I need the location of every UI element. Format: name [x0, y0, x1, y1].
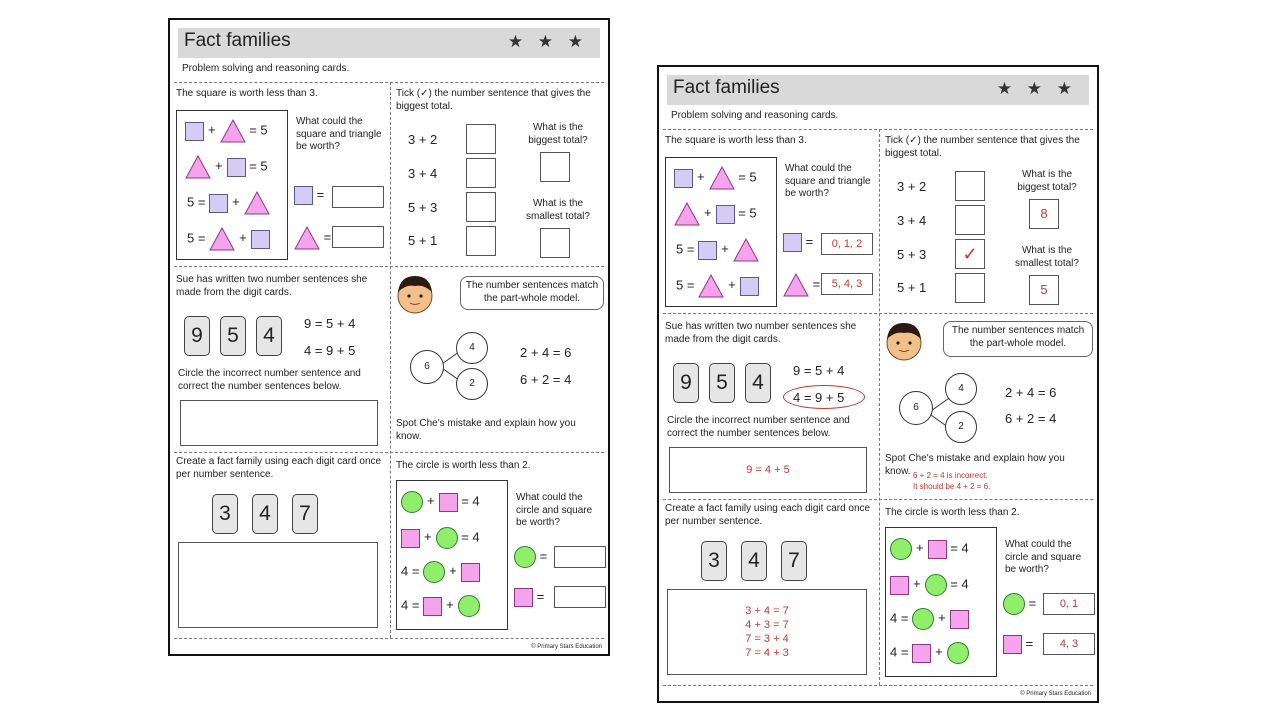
q2-smallest-question: What is the smallest total?	[526, 198, 590, 222]
square-icon	[950, 610, 969, 629]
part-circle: 4	[456, 332, 488, 364]
fact-sentence: 7 = 4 + 3	[745, 647, 789, 659]
answer-fact-family[interactable]	[667, 589, 867, 675]
q1-question: What could the square and triangle be worth?	[296, 116, 382, 152]
fact-sentence: 7 = 3 + 4	[745, 633, 789, 645]
triangle-icon	[733, 238, 759, 262]
header-bar	[667, 75, 1089, 105]
digit-card: 7	[292, 494, 318, 534]
fact-sentence: 3 + 4 = 7	[745, 605, 789, 617]
circle-icon	[423, 561, 445, 583]
subtitle: Problem solving and reasoning cards.	[182, 63, 350, 74]
tick-box[interactable]	[466, 226, 496, 256]
tick-box[interactable]	[466, 124, 496, 154]
answer-line-2: It should be 4 + 2 = 6.	[913, 482, 991, 491]
answer-biggest[interactable]: 8	[1029, 199, 1059, 229]
subtitle: Problem solving and reasoning cards.	[671, 110, 839, 121]
boy-face-icon	[883, 319, 925, 363]
answer-box[interactable]	[332, 186, 384, 208]
square-icon	[209, 194, 228, 213]
q1-prompt: The square is worth less than 3.	[665, 135, 807, 146]
tick-box[interactable]	[955, 273, 985, 303]
square-icon	[294, 186, 313, 205]
page-title: Fact families	[184, 30, 291, 51]
square-icon	[716, 205, 735, 224]
shape-equations-box: + = 5 + = 5 5 = + 5 = +	[176, 110, 288, 260]
sentence-2: 6 + 2 = 4	[1005, 411, 1057, 426]
circle-icon	[401, 491, 423, 513]
tick-box[interactable]	[955, 205, 985, 235]
q2-row: 5 + 3	[897, 247, 927, 262]
tick-box[interactable]	[466, 192, 496, 222]
tick-box[interactable]	[955, 171, 985, 201]
answer-circle[interactable]: 0, 1	[1043, 593, 1095, 615]
sentence-1: 9 = 5 + 4	[793, 363, 845, 378]
q3-prompt: Sue has written two number sentences she made from the digit cards.	[665, 321, 857, 345]
square-icon	[514, 588, 533, 607]
digit-card: 9	[673, 363, 699, 403]
q2-row: 3 + 4	[897, 213, 927, 228]
square-icon	[401, 529, 420, 548]
q2-row: 3 + 2	[408, 132, 438, 147]
q2-row: 3 + 4	[408, 166, 438, 181]
copyright-footer: © Primary Stars Education	[1020, 691, 1091, 697]
digit-card: 3	[212, 494, 238, 534]
triangle-icon	[674, 202, 700, 226]
answer-box[interactable]	[554, 586, 606, 608]
square-icon	[1003, 635, 1022, 654]
q3-instruction: Circle the incorrect number sentence and correct the number sentences below.	[667, 415, 850, 439]
answer-box[interactable]	[332, 226, 384, 248]
q2-row: 5 + 1	[897, 280, 927, 295]
answer-triangle[interactable]: 5, 4, 3	[821, 273, 873, 295]
q6-prompt: The circle is worth less than 2.	[396, 460, 531, 471]
q6-prompt: The circle is worth less than 2.	[885, 507, 1020, 518]
square-icon	[185, 122, 204, 141]
answer-square[interactable]: 4, 3	[1043, 633, 1095, 655]
worksheet-questions: Fact families ★ ★ ★ Problem solving and reasoning cards. The square is worth less than 3. + = 5 + = 5 5 = + 5 = + What could the square and triangle be worth? = = Tick (✓) the number sentence that gives the biggest total. 3 + 2 3 + 4 5 + 3 5 + 1 What is the biggest total? What is the smallest total? Sue has written two number sentences she made from the digit cards. 9 5 4 9 = 5 + 4 4 = 9 + 5 Circle the incorrect number sentence and correct the number sentences below. The number sentences match the part-whole model. 6 4 2 2 + 4 = 6 6 + 2 = 4 Spot Che's mistake and explain how you know. Create a fact family using each digit card once per number sentence. 3 4 7 The circle is worth less than 2. + = 4 + = 4 4 = + 4 = + What could the circle and square be worth? = = © Primary Stars Education	[168, 18, 610, 656]
sentence-1: 2 + 4 = 6	[520, 345, 572, 360]
page-title: Fact families	[673, 77, 780, 98]
part-circle: 2	[456, 368, 488, 400]
shape-equations-box: + = 4 + = 4 4 = + 4 = +	[885, 527, 997, 677]
sentence-2: 6 + 2 = 4	[520, 372, 572, 387]
triangle-icon	[294, 226, 320, 250]
q5-prompt: Create a fact family using each digit card once per number sentence.	[665, 503, 871, 527]
header-bar	[178, 28, 600, 58]
circle-icon	[925, 574, 947, 596]
circle-icon	[436, 527, 458, 549]
q3-prompt: Sue has written two number sentences she made from the digit cards.	[176, 274, 368, 298]
answer-box[interactable]	[554, 546, 606, 568]
square-icon	[698, 241, 717, 260]
square-icon	[439, 493, 458, 512]
triangle-icon	[209, 227, 235, 251]
circle-icon	[912, 608, 934, 630]
answer-box[interactable]	[540, 228, 570, 258]
q3-instruction: Circle the incorrect number sentence and correct the number sentences below.	[178, 368, 361, 392]
q6-question: What could the circle and square be worth?	[516, 492, 593, 528]
q2-biggest-question: What is the biggest total?	[1017, 169, 1077, 193]
difficulty-stars: ★ ★ ★	[996, 79, 1077, 98]
speech-bubble: The number sentences match the part-whole model.	[460, 276, 604, 310]
triangle-icon	[698, 274, 724, 298]
part-circle: 2	[945, 411, 977, 443]
digit-card: 4	[745, 363, 771, 403]
answer-box[interactable]	[540, 152, 570, 182]
digit-card: 5	[220, 316, 246, 356]
triangle-icon	[783, 273, 809, 297]
square-icon	[928, 540, 947, 559]
whole-circle: 6	[899, 391, 933, 425]
answer-correction[interactable]: 9 = 4 + 5	[669, 447, 867, 493]
answer-box[interactable]	[178, 542, 378, 628]
q2-row: 5 + 3	[408, 200, 438, 215]
sentence-1: 9 = 5 + 4	[304, 316, 356, 331]
square-icon	[461, 563, 480, 582]
circle-icon	[458, 595, 480, 617]
square-icon	[890, 576, 909, 595]
tick-box-checked[interactable]: ✓	[955, 239, 985, 269]
circle-icon	[1003, 593, 1025, 615]
speech-bubble: The number sentences match the part-whole model.	[943, 321, 1093, 357]
whole-circle: 6	[410, 350, 444, 384]
triangle-icon	[185, 155, 211, 179]
triangle-icon	[244, 191, 270, 215]
shape-equations-box: + = 5 + = 5 5 = + 5 = +	[665, 157, 777, 307]
q2-row: 5 + 1	[408, 233, 438, 248]
q1-prompt: The square is worth less than 3.	[176, 88, 318, 99]
circle-icon	[890, 538, 912, 560]
q1-question: What could the square and triangle be worth?	[785, 163, 871, 199]
square-icon	[251, 230, 270, 249]
digit-card: 4	[256, 316, 282, 356]
square-icon	[674, 169, 693, 188]
q2-smallest-question: What is the smallest total?	[1015, 245, 1079, 269]
answer-square[interactable]: 0, 1, 2	[821, 233, 873, 255]
square-icon	[423, 597, 442, 616]
digit-card: 3	[701, 541, 727, 581]
q6-question: What could the circle and square be worth?	[1005, 539, 1082, 575]
circle-icon	[514, 546, 536, 568]
sentence-2: 4 = 9 + 5	[793, 390, 845, 405]
answer-box[interactable]	[180, 400, 378, 446]
boy-face-icon	[394, 272, 436, 316]
sentence-1: 2 + 4 = 6	[1005, 385, 1057, 400]
digit-card: 4	[252, 494, 278, 534]
copyright-footer: © Primary Stars Education	[531, 644, 602, 650]
answer-line-1: 6 + 2 = 4 is incorrect.	[913, 471, 988, 480]
sentence-2: 4 = 9 + 5	[304, 343, 356, 358]
digit-card: 9	[184, 316, 210, 356]
q2-prompt: Tick (✓) the number sentence that gives the biggest total.	[396, 88, 591, 112]
digit-card: 7	[781, 541, 807, 581]
shape-equations-box: + = 4 + = 4 4 = + 4 = +	[396, 480, 508, 630]
square-icon	[783, 233, 802, 252]
triangle-icon	[709, 166, 735, 190]
triangle-icon	[220, 119, 246, 143]
q4-instruction: Spot Che's mistake and explain how you know.	[885, 453, 1065, 477]
q5-prompt: Create a fact family using each digit card once per number sentence.	[176, 456, 382, 480]
answer-smallest[interactable]: 5	[1029, 275, 1059, 305]
part-circle: 4	[945, 373, 977, 405]
square-icon	[227, 158, 246, 177]
q2-biggest-question: What is the biggest total?	[528, 122, 588, 146]
q2-row: 3 + 2	[897, 179, 927, 194]
q2-prompt: Tick (✓) the number sentence that gives the biggest total.	[885, 135, 1080, 159]
tick-box[interactable]	[466, 158, 496, 188]
digit-card: 4	[741, 541, 767, 581]
square-icon	[740, 277, 759, 296]
q4-instruction: Spot Che's mistake and explain how you know.	[396, 418, 576, 442]
worksheet-answers: Fact families ★ ★ ★ Problem solving and reasoning cards. The square is worth less than 3. + = 5 + = 5 5 = + 5 = + What could the square and triangle be worth? = 0, 1, 2 = 5, 4, 3 Tick (✓) the number sentence that gives the biggest total. 3 + 2 3 + 4 5 + 3 5 + 1 ✓ What is the biggest total? 8 What is the smallest total? 5 Sue has written two number sentences she made from the digit cards. 9 5 4 9 = 5 + 4 4 = 9 + 5 Circle the incorrect number sentence and correct the number sentences below. 9 = 4 + 5 The number sentences match the part-whole model. 6 4 2 2 + 4 = 6 6 + 2 = 4 Spot Che's mistake and explain how you know. 6 + 2 = 4 is incorrect. It should be 4 + 2 = 6. Create a fact family using each digit card once per number sentence. 3 4 7 3 + 4 = 7 4 + 3 = 7 7 = 3 + 4 7 = 4 + 3 The circle is worth less than 2. + = 4 + = 4 4 = + 4 = + What could the circle and square be worth? = 0, 1 = 4, 3 © Primary Stars Education	[657, 65, 1099, 703]
digit-card: 5	[709, 363, 735, 403]
square-icon	[912, 644, 931, 663]
difficulty-stars: ★ ★ ★	[507, 32, 588, 51]
fact-sentence: 4 + 3 = 7	[745, 619, 789, 631]
circle-icon	[947, 642, 969, 664]
